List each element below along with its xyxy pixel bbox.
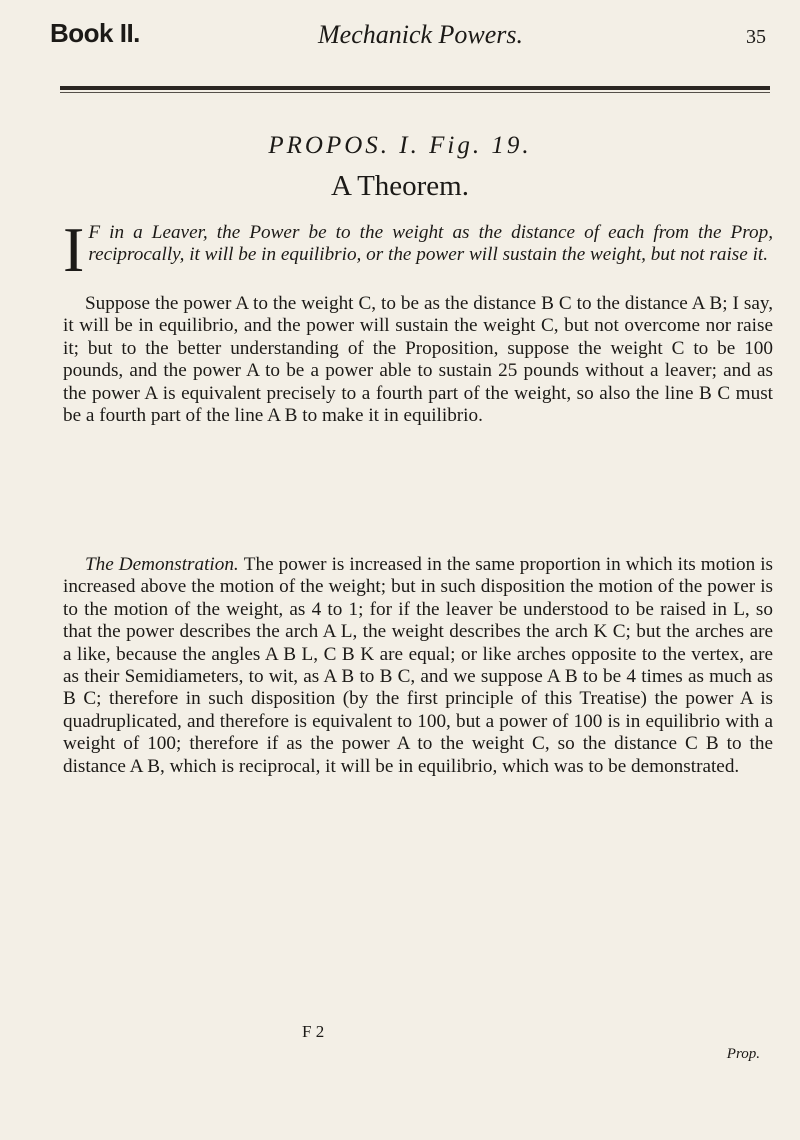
demonstration-label: The Demonstration. [85, 554, 244, 575]
header-rule [60, 86, 770, 90]
statement-text: F in a Leaver, the Power be to the weight as the distance of each from the Prop, reciprocally, it will be in equilibrio, or the power will sustain the weight, but not raise it. [88, 222, 773, 266]
drop-cap: I [63, 214, 85, 285]
book-number: Book II. [50, 18, 140, 48]
demonstration-paragraph [63, 554, 773, 778]
signature-mark: F 2 [302, 1022, 325, 1041]
explanation-paragraph: Suppose the power A to the weight C, to be as the distance B C to the distance A B; I say, it will be in equilibrio, and the power will sustain the weight C, but not overcome nor raise it; but to the better understanding of the Proposition, suppose the weight C to be 100 pounds, and the power A to be a power able to sustain 25 pounds without a leaver; and as the power A is equivalent precisely to a fourth part of the weight, so also the line B C must be a fourth part of the line A B to make it in equilibrio. [63, 293, 773, 427]
page-number: 35 [746, 26, 766, 48]
running-header [50, 18, 770, 62]
theorem-title: A Theorem. [331, 170, 469, 202]
demonstration-text: The power is increased in the same proportion in which its motion is increased above the motion of the weight; but in such disposition the motion of the power is to the motion of the weight, as 4 to 1; for if the leaver be understood to be raised in L, so that the power describes the arch A L, the weight describes the arch K C; but the arches are a like, because the angles A B L, C B K are equal; or like arches opposite to the vertex, are as their Semidiameters, to wit, as A B to B C, and we suppose A B to be 4 times as much as B C; therefore in such disposition (by the first principle of this Treatise) the power A is quadruplicated, and therefore is equivalent to 100, but a power of 100 is in equilibrio with a weight of 100; therefore if as the power A to the weight C, so the distance C B to the distance A B, which is reciprocal, it will be in equilibrio, which was to be demonstrated. [63, 554, 773, 777]
statement-paragraph [63, 214, 773, 285]
header-rule-thin [60, 92, 770, 93]
running-title: Mechanick Powers. [318, 20, 524, 49]
proposition-heading: PROPOS. I. Fig. 19. [268, 132, 532, 159]
catchword: Prop. [726, 1046, 760, 1062]
